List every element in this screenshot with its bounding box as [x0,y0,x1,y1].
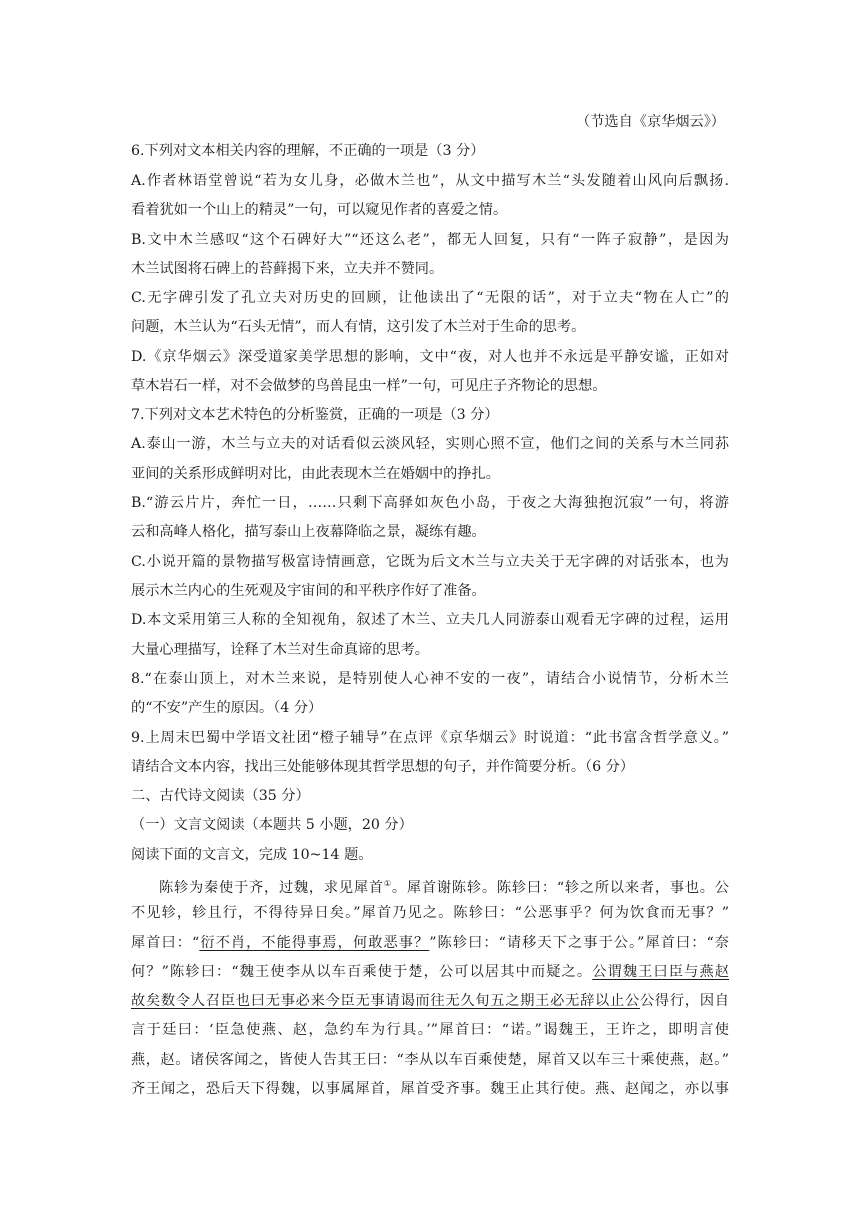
question-6-option-b-cont: 木兰试图将石碑上的苔藓揭下来，立夫并不赞同。 [131,261,444,277]
passage-line: 何？”陈轸曰：“魏王使李从以车百乘使于楚，公可以居其中而疑之。公谓魏王曰臣与燕赵 [131,964,729,980]
underlined-sentence: 公谓魏王曰臣与燕赵 [592,964,729,980]
question-6-option-a: A.作者林语堂曾说“若为女儿身，必做木兰也”，从文中描写木兰“头发随着山风向后飘扬. [131,173,729,189]
source-note: （节选自《京华烟云》） [576,114,725,130]
question-7-option-c-cont: 展示木兰内心的生死观及宇宙间的和平秩序作好了准备。 [131,583,486,599]
passage-line: 犀首曰：“衍不肖，不能得事焉，何敢恶事？”陈轸曰：“请移天下之事于公。”犀首曰：“奈 [131,935,729,951]
question-6-option-a-cont: 看着犹如一个山上的精灵”一句，可以窥见作者的喜爱之情。 [131,202,508,218]
question-8: 8.“在泰山顶上，对木兰来说，是特别使人心神不安的一夜”，请结合小说情节，分析木兰 [131,671,729,687]
question-7-stem: 7.下列对文本艺术特色的分析鉴赏，正确的一项是（3 分） [131,407,499,423]
question-9-cont: 请结合文本内容，找出三处能够体现其哲学思想的句子，并作简要分析。（6 分） [131,759,635,775]
question-6-option-b: B.文中木兰感叹“这个石碑好大”“还这么老”，都无人回复，只有“一阵子寂静”，是因为 [131,232,729,248]
question-7-option-d-cont: 大量心理描写，诠释了木兰对生命真谛的思考。 [131,642,429,658]
question-8-cont: 的“不安”产生的原因。（4 分） [131,700,323,716]
subsection-heading: （一）文言文阅读（本题共 5 小题，20 分） [131,817,413,833]
passage-line: 故矣数令人召臣也曰无事必来今臣无事请谒而往无久旬五之期王必无辞以止公公得行，因自 [131,993,729,1009]
passage-line: 燕，赵。诸侯客闻之，皆使人告其王曰：“李从以车百乘使楚，犀首又以车三十乘使燕，赵。” [131,1052,729,1068]
passage-line: 陈轸为秦使于齐，过魏，求见犀首①。犀首谢陈轸。陈轸曰：“轸之所以来者，事也。公 [159,879,729,896]
section-heading: 二、古代诗文阅读（35 分） [131,788,310,804]
question-6-option-d-cont: 草木岩石一样，对不会做梦的鸟兽昆虫一样”一句，可见庄子齐物论的思想。 [131,378,607,394]
footnote-marker: ① [383,879,392,888]
question-6-option-c: C.无字碑引发了孔立夫对历史的回顾，让他读出了“无限的话”，对于立夫“物在人亡”的 [131,290,729,306]
passage-line: 不见轸，轸且行，不得待异日矣。”犀首乃见之。陈轸曰：“公恶事乎？何为饮食而无事？” [131,905,729,921]
passage-line: 齐王闻之，恐后天下得魏，以事属犀首，犀首受齐事。魏王止其行使。燕、赵闻之，亦以事 [131,1081,729,1097]
question-7-option-d: D.本文采用第三人称的全知视角，叙述了木兰、立夫几人同游泰山观看无字碑的过程，运用 [131,612,729,628]
passage-line: 言于廷曰：‘臣急使燕、赵，急约车为行具。’”犀首曰：“诺。”谒魏王，王许之，即明言使 [131,1022,729,1038]
reading-instruction: 阅读下面的文言文，完成 10~14 题。 [131,847,373,863]
question-7-option-b-cont: 云和高峰人格化，描写泰山上夜幕降临之景，凝练有趣。 [131,524,486,540]
question-7-option-a-cont: 亚间的关系形成鲜明对比，由此表现木兰在婚姻中的挣扎。 [131,466,500,482]
question-6-option-d: D.《京华烟云》深受道家美学思想的影响，文中“夜，对人也并不永远是平静安谧，正如对 [131,349,729,365]
question-7-option-b: B.“游云片片，奔忙一日，……只剩下高驿如灰色小岛，于夜之大海独抱沉寂”一句，将游 [131,495,729,511]
question-6-stem: 6.下列对文本相关内容的理解，不正确的一项是（3 分） [131,143,485,159]
underlined-sentence: 衍不肖，不能得事焉，何敢恶事？ [199,935,430,951]
question-6-option-c-cont: 问题，木兰认为“石头无情”，而人有情，这引发了木兰对于生命的思考。 [131,319,586,335]
underlined-sentence: 故矣数令人召臣也曰无事必来今臣无事请谒而往无久旬五之期王必无辞以止公 [131,993,640,1009]
question-7-option-c: C.小说开篇的景物描写极富诗情画意，它既为后文木兰与立夫关于无字碑的对话张本，也为 [131,554,729,570]
question-7-option-a: A.泰山一游，木兰与立夫的对话看似云淡风轻，实则心照不宣，他们之间的关系与木兰同荪 [131,436,729,452]
question-9: 9.上周末巴蜀中学语文社团“橙子辅导”在点评《京华烟云》时说道：“此书富含哲学意义。” [131,730,729,746]
